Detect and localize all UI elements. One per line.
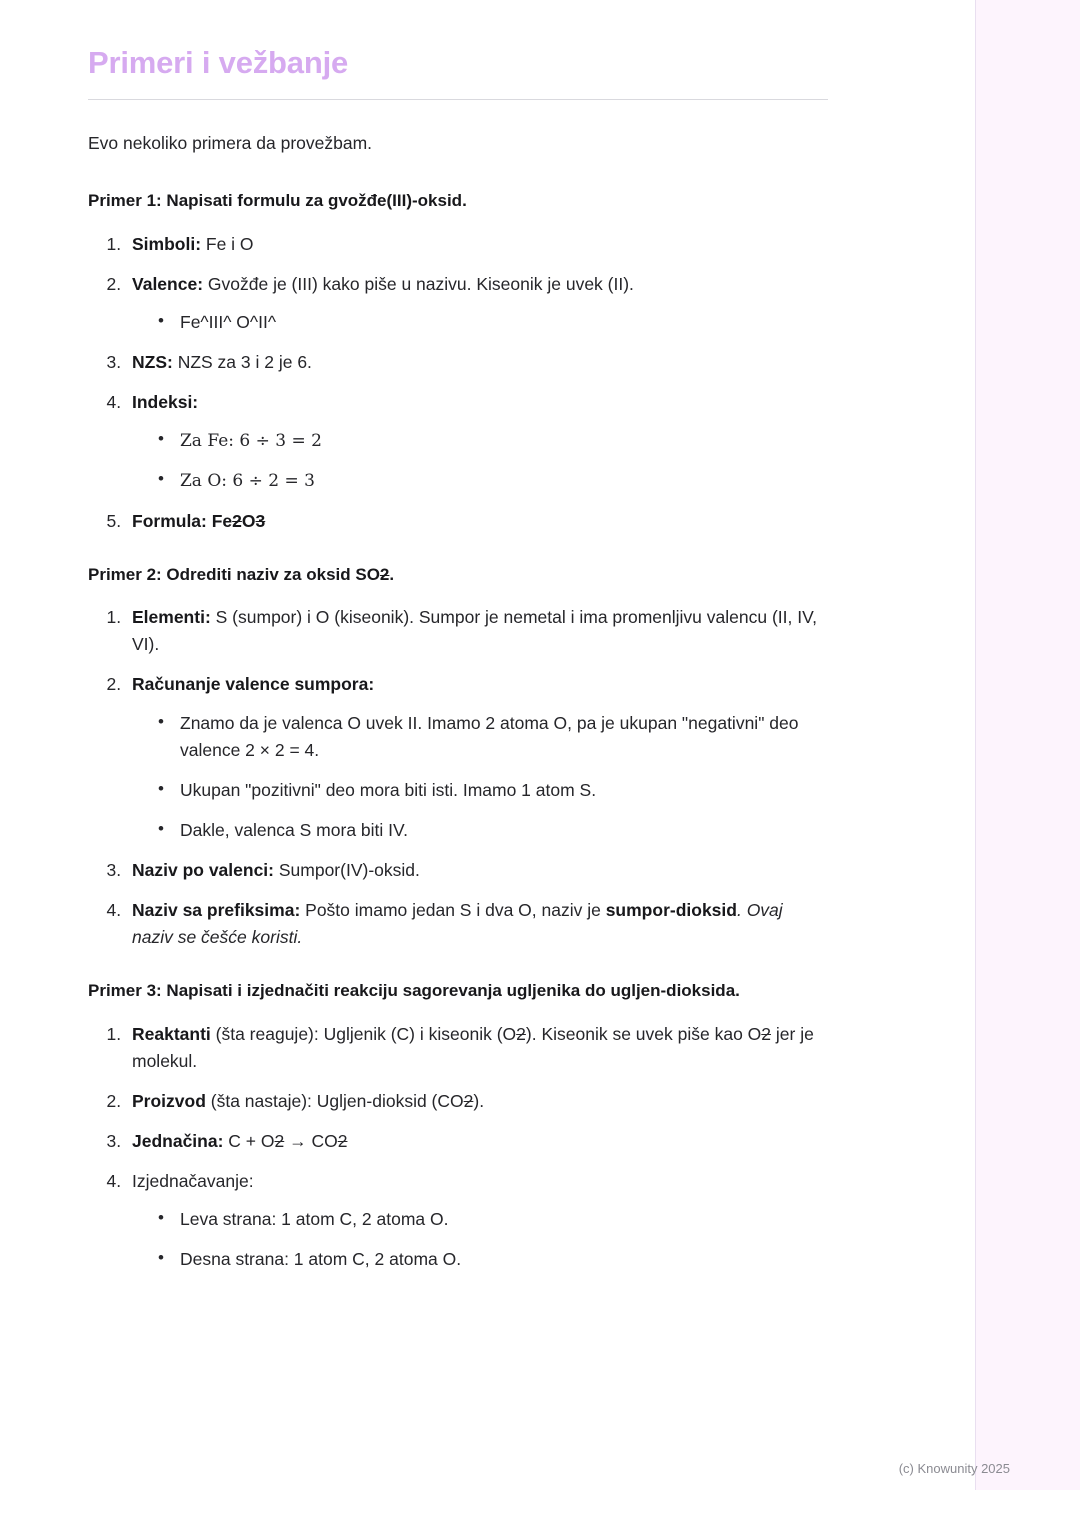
list-item [126,1021,828,1075]
list-item: • Fe^III^ O^II^ [158,309,828,336]
list-item [126,1088,828,1115]
list-item: • Leva strana: 1 atom C, 2 atoma O. [158,1206,828,1233]
title-divider [88,99,828,100]
example-1-steps [88,231,828,535]
step-note: . Ovaj naziv se češće koristi. [132,900,783,948]
step-text: C + O2 → CO2 [223,1130,348,1151]
list-item [158,467,828,494]
math-expression: Za O: 6 ÷ 2 = 3 [180,471,315,492]
list-item: • Ukupan "pozitivni" deo mora biti isti. Imamo 1 atom S. [158,777,828,804]
step-text: Fe i O [201,233,254,254]
list-item [126,271,828,336]
step-label: Reaktanti [132,1023,211,1044]
intro-paragraph: Evo nekoliko primera da provežbam. [88,133,373,154]
list-item [158,427,828,454]
step-label: Jednačina: [132,1130,224,1151]
step-text: (šta reaguje): Ugljenik (C) i kiseonik (O2). Kiseonik se uvek piše kao O2 jer je molekul. [132,1023,814,1071]
list-item [126,508,828,535]
list-item [126,897,828,951]
list-item: • Dakle, valenca S mora biti IV. [158,817,828,844]
example-2-heading: Primer 2: Odrediti naziv za oksid SO2. [88,564,395,584]
list-item [126,1128,828,1155]
step-label: Naziv po valenci: [132,860,274,880]
step-label: Naziv sa prefiksima: [132,900,301,921]
step-label: Proizvod [132,1090,206,1111]
page-title: Primeri i vežbanje [88,45,349,80]
example-3-heading: Primer 3: Napisati i izjednačiti reakciju sagorevanja ugljenika do ugljen-dioksida. [88,981,740,1001]
example-3-steps [88,1021,828,1274]
math-expression: Za Fe: 6 ÷ 3 = 2 [180,431,322,452]
list-item [126,604,828,658]
step-label: Izjednačavanje: [132,1171,254,1192]
step-text: (šta nastaje): Ugljen-dioksid (CO2). [205,1090,485,1111]
page-margin-strip [975,0,1080,1490]
list-item [126,1168,828,1273]
step-text: Gvožđe je (III) kako piše u nazivu. Kiseonik je uvek (II). [203,273,634,294]
sub-list [132,427,828,495]
list-item [126,231,828,258]
step-text: Sumpor(IV)-oksid. [274,860,420,880]
list-item: • Desna strana: 1 atom C, 2 atoma O. [158,1246,828,1273]
step-text: NZS za 3 i 2 je 6. [172,351,312,372]
list-item [126,389,828,495]
step-label: Elementi: [132,607,211,628]
document-content [88,44,828,1299]
sub-list [132,1206,828,1273]
sub-list [132,710,828,845]
list-item [126,671,828,844]
step-emphasis: sumpor-dioksid [605,900,737,921]
example-2-steps [88,604,828,951]
step-label: NZS: [132,351,173,372]
list-item [126,349,828,376]
step-text: S (sumpor) i O (kiseonik). Sumpor je nemetal i ima promenljivu valencu (II, IV, VI). [132,607,818,655]
example-1-heading: Primer 1: Napisati formulu za gvožđe(III)-oksid. [88,191,467,211]
step-label: Valence: [132,273,204,294]
step-label: Indeksi: [132,392,199,412]
step-text: Pošto imamo jedan S i dva O, naziv je [300,900,606,921]
step-label: Formula: Fe2O3 [132,510,266,531]
step-label: Računanje valence sumpora: [132,674,375,695]
step-label: Simboli: [132,233,202,254]
copyright-footer: (c) Knowunity 2025 [898,1461,1010,1476]
sub-list [132,309,828,336]
list-item: • Znamo da je valenca O uvek II. Imamo 2 atoma O, pa je ukupan "negativni" deo valence 2 × 2 = 4. [158,710,828,764]
list-item [126,857,828,884]
